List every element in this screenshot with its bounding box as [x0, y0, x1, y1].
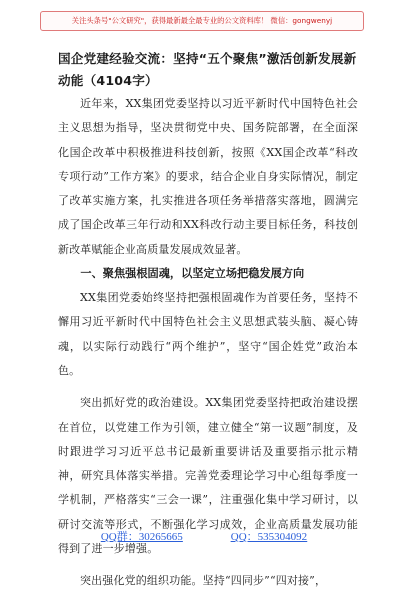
intro-paragraph: 近年来，XX集团党委坚持以习近平新时代中国特色社会主义思想为指导，坚决贯彻党中央、国务院部署，在全面深化国企改革中积极推进科技创新，按照《XX国企改革“科改专项行动”工作方案》的要求，结合企业自身实际情况，制定了改革实施方案，扎实推进各项任务举措落实落地，圆满完成了国企改革三年行动和XX科改行动主要目标任务，科技创新改革赋能企业高质量发展成效显著。: [58, 97, 358, 256]
section-heading: 一、聚焦强根固魂，以坚定立场把稳发展方向: [80, 267, 305, 281]
section-paragraph-2: 突出抓好党的政治建设。XX集团党委坚持把政治建设摆在首位，以党建工作为引领，建立健全“第一议题”制度，及时跟进学习习近平总书记最新重要讲话及重要指示批示精神，研究具体落实举措。完善党委理论学习中心组每季度一学机制，严格落实“三会一课”，注重强化集中学习研讨，以研讨交流等形式，不断强化学习成效，企业高质量发展功能得到了进一步增强。: [58, 396, 358, 556]
section-paragraph-1: XX集团党委始终坚持把强根固魂作为首要任务，坚持不懈用习近平新时代中国特色社会主义思想武装头脑、凝心铸魂，以实际行动践行“两个维护”，坚守“国企姓党”政治本色。: [58, 291, 358, 377]
paragraph-gap: [58, 383, 358, 391]
banner-text: 关注头条号"公文研究"，获得最新最全最专业的公文资料库！ 微信：gongwenyj: [71, 16, 333, 25]
document-title: 国企党建经验交流：坚持“五个聚焦”激活创新发展新动能（4104字）: [58, 51, 357, 88]
qq-group-link[interactable]: QQ群：30265665: [100, 531, 183, 543]
header-banner: [40, 11, 364, 31]
qq-link[interactable]: QQ：535304092: [230, 531, 308, 543]
paragraph-gap: [58, 561, 358, 569]
footer-contacts: [0, 528, 408, 546]
section-paragraph-3: 突出强化党的组织功能。坚持“四同步”“四对接”，: [80, 574, 327, 588]
document-body: [58, 48, 358, 594]
